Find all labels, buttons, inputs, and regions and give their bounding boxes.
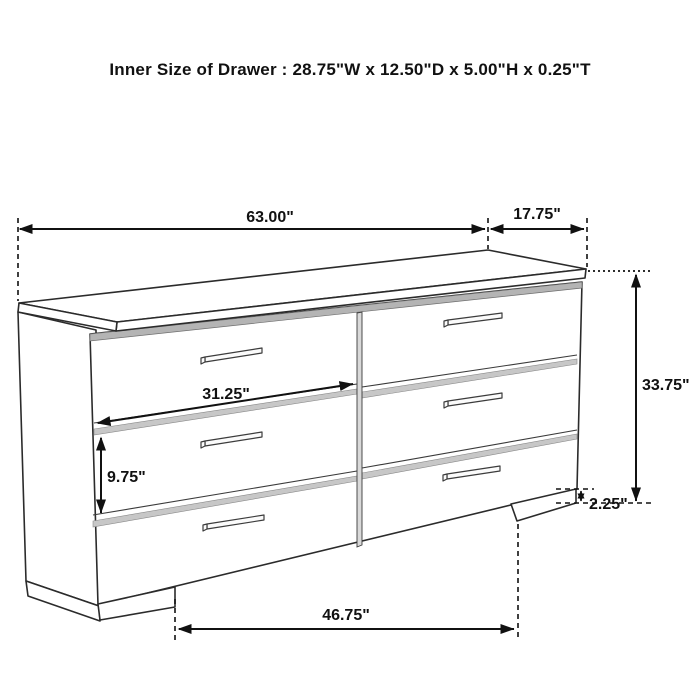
dim-label-drawer-height: 9.75"	[107, 469, 146, 486]
dim-label-base-height: 2.25"	[589, 496, 628, 513]
inner-size-caption: Inner Size of Drawer : 28.75"W x 12.50"D x 5.00"H x 0.25"T	[109, 60, 591, 79]
dim-label-overall-height: 33.75"	[642, 377, 690, 394]
center-divider	[357, 312, 362, 547]
dim-label-drawer-width: 31.25"	[202, 386, 250, 403]
dim-label-overall-width: 63.00"	[246, 209, 294, 226]
side-panel-left	[18, 312, 99, 606]
dresser-drawing	[18, 250, 586, 621]
dim-label-overall-depth: 17.75"	[513, 206, 561, 223]
dim-label-base-span: 46.75"	[322, 607, 370, 624]
